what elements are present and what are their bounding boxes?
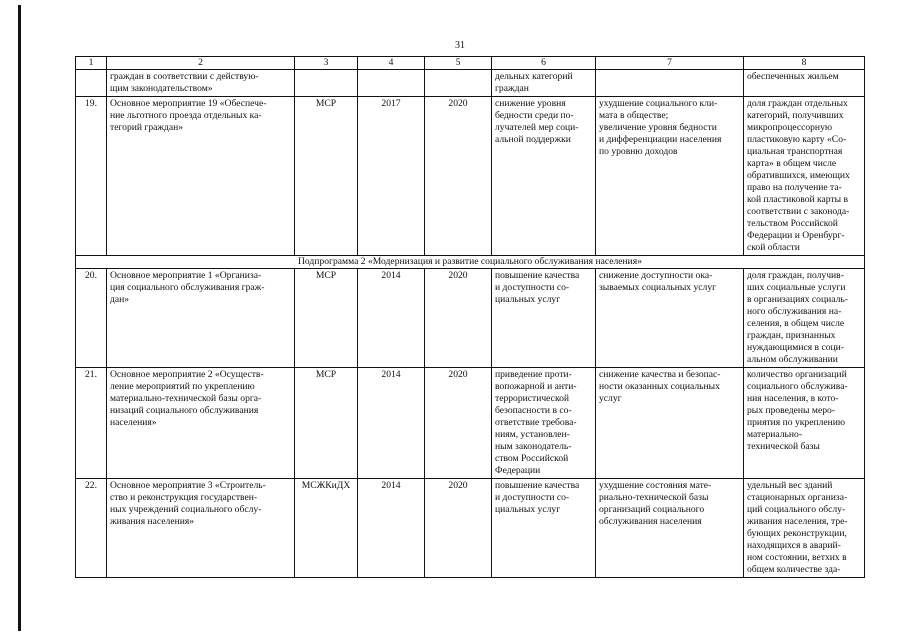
column-header: 5: [425, 57, 492, 70]
expected-result: снижение уровня бедности среди по- лучателей мер соци- альной поддержки: [492, 97, 596, 256]
table-row: [76, 479, 865, 578]
related-indicator: обеспеченных жильем: [744, 70, 865, 97]
row-number: 19.: [76, 97, 107, 256]
table-row: [76, 97, 865, 256]
non-implementation-consequence: ухудшение состояния мате- риально-технической базы организаций социального обслуживания населения: [596, 479, 744, 578]
column-header: 2: [107, 57, 295, 70]
page-number: 31: [455, 40, 465, 51]
expected-result: дельных категорий граждан: [492, 70, 596, 97]
non-implementation-consequence: снижение доступности ока- зываемых социальных услуг: [596, 269, 744, 368]
non-implementation-consequence: ухудшение социального кли- мата в обществе; увеличение уровня бедности и дифференциации населения по уровню доходов: [596, 97, 744, 256]
non-implementation-consequence: [596, 70, 744, 97]
subprogram-title: Подпрограмма 2 «Модернизация и развитие социального обслуживания населения»: [76, 256, 865, 269]
column-header: 3: [295, 57, 358, 70]
related-indicator: доля граждан отдельных категорий, получивших микропроцессорную пластиковую карту «Со- циальная транспортная карта» в общем числе обратившихся, имеющих право на получение та- кой пластиковой карты в соответствии с законода- тельством Российской Федерации и Оренбург- ской области: [744, 97, 865, 256]
row-number: 20.: [76, 269, 107, 368]
column-header: 1: [76, 57, 107, 70]
column-header: 4: [358, 57, 425, 70]
end-year: [425, 70, 492, 97]
start-year: 2014: [358, 368, 425, 479]
column-header: 6: [492, 57, 596, 70]
subprogram-row: [76, 256, 865, 269]
scan-edge-bar: [18, 5, 21, 631]
measure-name: граждан в соответствии с действую- щим законодательством»: [107, 70, 295, 97]
row-number: 22.: [76, 479, 107, 578]
table-row: [76, 269, 865, 368]
program-table: [75, 56, 865, 578]
executor: [295, 70, 358, 97]
end-year: 2020: [425, 269, 492, 368]
expected-result: приведение проти- вопожарной и анти- террористической безопасности в со- ответствие требова- ниям, установлен- ным законодатель- ством Российской Федерации: [492, 368, 596, 479]
executor: МСР: [295, 368, 358, 479]
measure-name: Основное мероприятие 2 «Осуществ- ление мероприятий по укреплению материально-технической базы орга- низаций социального обслуживания населения»: [107, 368, 295, 479]
row-number: 21.: [76, 368, 107, 479]
row-number: [76, 70, 107, 97]
column-header: 8: [744, 57, 865, 70]
executor: МСР: [295, 97, 358, 256]
measure-name: Основное мероприятие 1 «Организа- ция социального обслуживания граж- дан»: [107, 269, 295, 368]
start-year: 2014: [358, 479, 425, 578]
start-year: [358, 70, 425, 97]
executor: МСР: [295, 269, 358, 368]
related-indicator: количество организаций социального обслужива- ния населения, в кото- рых проведены меро- приятия по укреплению материально- технической базы: [744, 368, 865, 479]
measure-name: Основное мероприятие 3 «Строитель- ство и реконструкция государствен- ных учреждений социального обслу- живания населения»: [107, 479, 295, 578]
column-header: 7: [596, 57, 744, 70]
related-indicator: доля граждан, получив- ших социальные услуги в организациях социаль- ного обслуживания на- селения, в общем числе граждан, признанных нуждающимися в соци- альном обслуживании: [744, 269, 865, 368]
non-implementation-consequence: снижение качества и безопас- ности оказанных социальных услуг: [596, 368, 744, 479]
end-year: 2020: [425, 479, 492, 578]
measure-name: Основное мероприятие 19 «Обеспече- ние льготного проезда отдельных ка- тегорий граждан»: [107, 97, 295, 256]
column-header-row: [76, 57, 865, 70]
executor: МСЖКиДХ: [295, 479, 358, 578]
related-indicator: удельный вес зданий стационарных организа- ций социального обслу- живания населения, тре- бующих реконструкции, находящихся в аварий- ном состоянии, ветхих в общем количестве зда-: [744, 479, 865, 578]
table-row: [76, 368, 865, 479]
start-year: 2014: [358, 269, 425, 368]
end-year: 2020: [425, 368, 492, 479]
end-year: 2020: [425, 97, 492, 256]
expected-result: повышение качества и доступности со- циальных услуг: [492, 479, 596, 578]
table-row: [76, 70, 865, 97]
start-year: 2017: [358, 97, 425, 256]
expected-result: повышение качества и доступности со- циальных услуг: [492, 269, 596, 368]
